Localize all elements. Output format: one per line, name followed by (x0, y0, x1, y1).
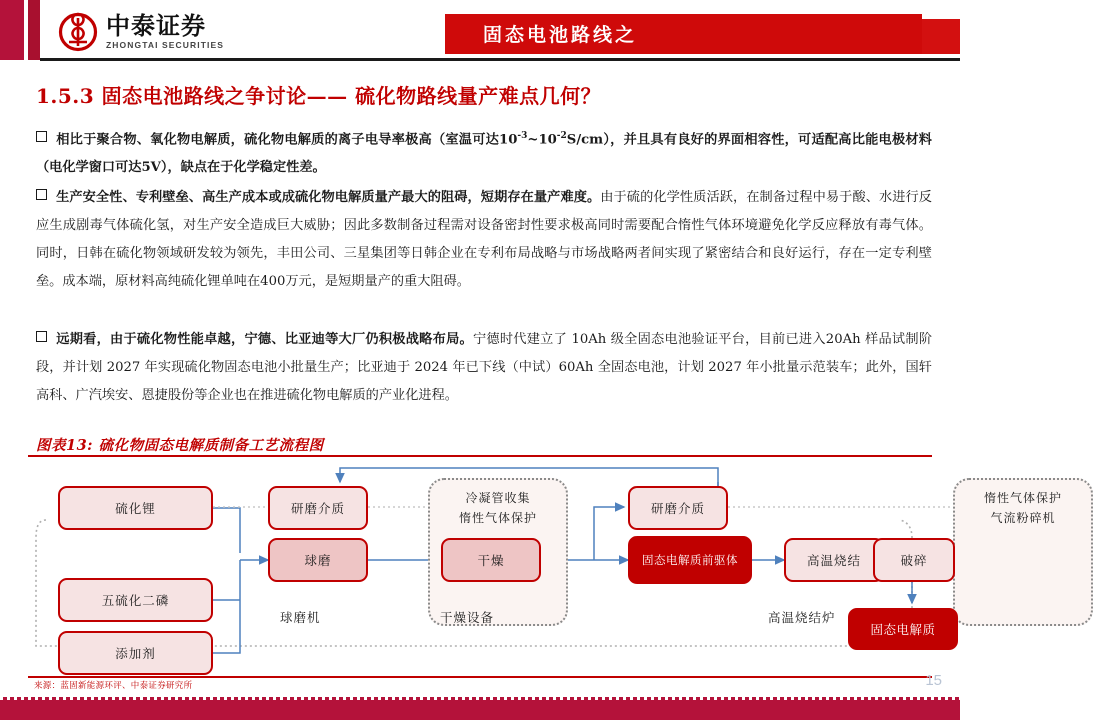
paragraph-3-body: 宁德时代建立了 10Ah 级全固态电池验证平台，目前已进入20Ah 样品试制阶段，并计划 2027 年实现硫化物固态电池小批量生产；比亚迪于 2024 年已下线（中试）60Ah 全固态电池，计划 2027 年小批量示范装车；此外，国轩高科、广汽埃安、恩捷股份等企业也在推进硫化物电解质的产业化进程。 (36, 332, 933, 403)
node-phosphorus-pentasulfide[interactable]: 五硫化二磷 (58, 578, 213, 622)
paragraph-2 (36, 184, 932, 296)
drying-zone-label-line1: 冷凝管收集 (465, 491, 531, 505)
logo-english-name: ZHONGTAI SECURITIES (106, 40, 225, 51)
page-header (0, 0, 960, 66)
node-grinding-media-left[interactable]: 研磨介质 (268, 486, 368, 530)
paragraph-2-body: 由于硫的化学性质活跃，在制备过程中易于酸、水进行反应生成剧毒气体硫化氢，对生产安全造成巨大威胁；因此多数制备过程需对设备密封性要求极高同时需要配合惰性气体环境避免化学反应释放有毒气体。同时，日韩在硫化物领域研发较为领先，丰田公司、三星集团等日韩企业在专利布局战略与市场战略两者间实现了紧密结合和良好运行，存在一定专利壁垒。成本端，原材料高纯硫化锂单吨在400万元，是短期量产的重大阻碍。 (36, 190, 932, 289)
exhibit-source: 来源：蓝固新能源环评、中泰证券研究所 (34, 681, 193, 691)
header-divider-rule (40, 58, 960, 61)
footer-bar (0, 700, 960, 720)
crushing-to-electrolyte-arrow (28, 460, 932, 675)
drying-zone-label-line2: 惰性气体保护 (458, 511, 537, 525)
zhongtai-logo-icon (58, 12, 98, 52)
paragraph-1-tail: S/cm），并且具有良好的界面相容性，可适配高比能电极材料（电化学窗口可达5V），缺点在于化学稳定性差。 (36, 132, 932, 176)
paragraph-3-lead: 远期看，由于硫化物性能卓越，宁德、比亚迪等大厂仍积极战略布局。 (56, 332, 473, 347)
paragraph-1-sup-1: -3 (517, 131, 528, 141)
paragraph-1-sup-2: -2 (556, 131, 567, 141)
node-lithium-sulfide[interactable]: 硫化锂 (58, 486, 213, 530)
node-crushing[interactable]: 破碎 (873, 538, 955, 582)
exhibit-title-rule (28, 455, 932, 457)
paragraph-2-lead: 生产安全性、专利壁垒、高生产成本或成硫化物电解质量产最大的阻碍，短期存在量产难度。 (56, 190, 601, 205)
page-title: 1.5.3 固态电池路线之争讨论—— 硫化物路线量产难点几何？ (36, 84, 602, 108)
bullet-square-icon (36, 131, 47, 142)
header-accent-band-outer (0, 0, 24, 60)
node-grinding-media-right[interactable]: 研磨介质 (628, 486, 728, 530)
footer-rule (28, 676, 932, 678)
caption-sintering-furnace: 高温烧结炉 (768, 610, 836, 625)
crush-zone-label (953, 488, 1093, 528)
exhibit-title: 图表13: 硫化物固态电解质制备工艺流程图 (36, 437, 324, 454)
paragraph-1 (36, 122, 932, 182)
node-drying[interactable]: 干燥 (441, 538, 541, 582)
crush-zone-label-line1: 惰性气体保护 (983, 491, 1062, 505)
node-high-temp-sintering[interactable]: 高温烧结 (784, 538, 884, 582)
header-banner-title: 固态电池路线之 (483, 24, 638, 46)
node-solid-electrolyte[interactable]: 固态电解质 (848, 608, 958, 650)
company-logo (58, 12, 224, 52)
header-accent-band-inner (28, 0, 40, 60)
node-ball-mill[interactable]: 球磨 (268, 538, 368, 582)
page-number: 15 (925, 672, 942, 689)
paragraph-1-mid: ~10 (527, 132, 557, 148)
crush-zone-label-line2: 气流粉碎机 (990, 511, 1056, 525)
paragraph-3 (36, 326, 932, 410)
node-additive[interactable]: 添加剂 (58, 631, 213, 675)
caption-drying-equipment: 干燥设备 (440, 610, 495, 625)
bullet-square-icon (36, 189, 47, 200)
node-precursor[interactable]: 固态电解质前驱体 (628, 536, 752, 584)
bullet-square-icon (36, 331, 47, 342)
paragraph-1-lead: 相比于聚合物、氧化物电解质，硫化物电解质的离子电导率极高（室温可达10 (56, 132, 518, 148)
caption-ball-mill-machine: 球磨机 (280, 610, 321, 625)
logo-chinese-name: 中泰证券 (106, 12, 206, 41)
